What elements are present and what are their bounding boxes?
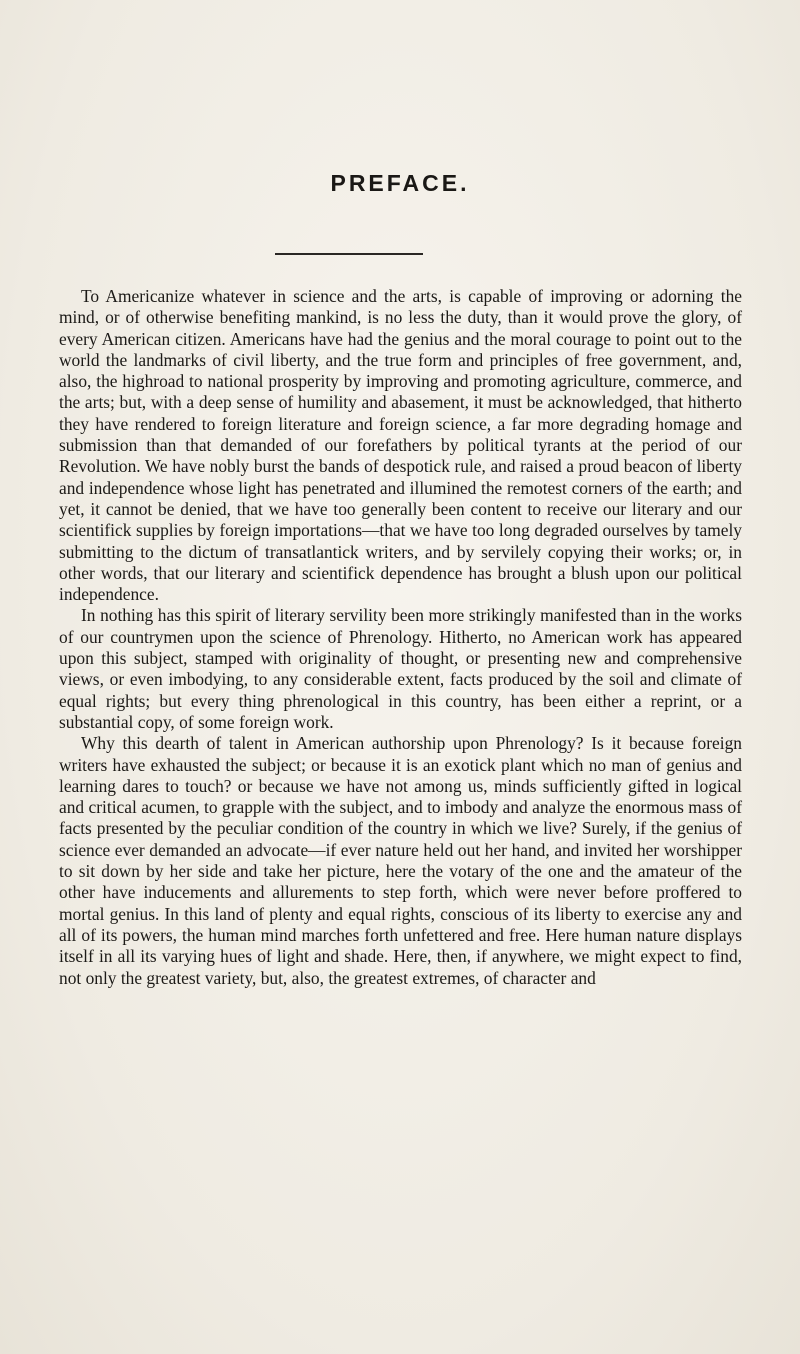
- preface-body: [59, 286, 742, 989]
- paragraph-1: To Americanize whatever in science and the arts, is capable of improving or adorning the mind, or of otherwise benefiting mankind, is no less the duty, than it would prove the glory, of every American citizen. Americans have had the genius and the moral courage to point out to the world the landmarks of civil liberty, and the true form and principles of free government, and, also, the highroad to national prosperity by improving and promoting agriculture, commerce, and the arts; but, with a deep sense of humility and abasement, it must be acknowledged, that hitherto they have rendered to foreign literature and foreign science, a far more degrading homage and submission than that demanded of our forefathers by political tyrants at the period of our Revolution. We have nobly burst the bands of despotick rule, and raised a proud beacon of liberty and independence whose light has penetrated and illumined the remotest corners of the earth; and yet, it cannot be denied, that we have too generally been content to receive our literary and our scientifick supplies by foreign importations—that we have too long degraded ourselves by tamely submitting to the dictum of transatlantick writers, and by servilely copying their works; or, in other words, that our literary and scientifick dependence has brought a blush upon our political independence.: [59, 286, 742, 605]
- heading-rule: [275, 253, 423, 255]
- paragraph-3: Why this dearth of talent in American authorship upon Phrenology? Is it because foreign writers have exhausted the subject; or because it is an exotick plant which no man of genius and learning dares to touch? or because we have not among us, minds sufficiently gifted in logical and critical acumen, to grapple with the subject, and to imbody and analyze the enormous mass of facts presented by the peculiar condition of the country in which we live? Surely, if the genius of science ever demanded an advocate—if ever nature held out her hand, and invited her worshipper to sit down by her side and take her picture, here the votary of the one and the amateur of the other have inducements and allurements to step forth, which were never before proffered to mortal genius. In this land of plenty and equal rights, conscious of its liberty to exercise any and all of its powers, the human mind marches forth unfettered and free. Here human nature displays itself in all its varying hues of light and shade. Here, then, if anywhere, we might expect to find, not only the greatest variety, but, also, the greatest extremes, of character and: [59, 733, 742, 988]
- page-heading: PREFACE.: [330, 170, 470, 196]
- paragraph-2: In nothing has this spirit of literary servility been more strikingly manifested than in the works of our countrymen upon the science of Phrenology. Hitherto, no American work has appeared upon this subject, stamped with originality of thought, or presenting new and comprehensive views, or even imbodying, to any considerable extent, facts produced by the soil and climate of equal rights; but every thing phrenological in this country, has been either a reprint, or a substantial copy, of some foreign work.: [59, 605, 742, 732]
